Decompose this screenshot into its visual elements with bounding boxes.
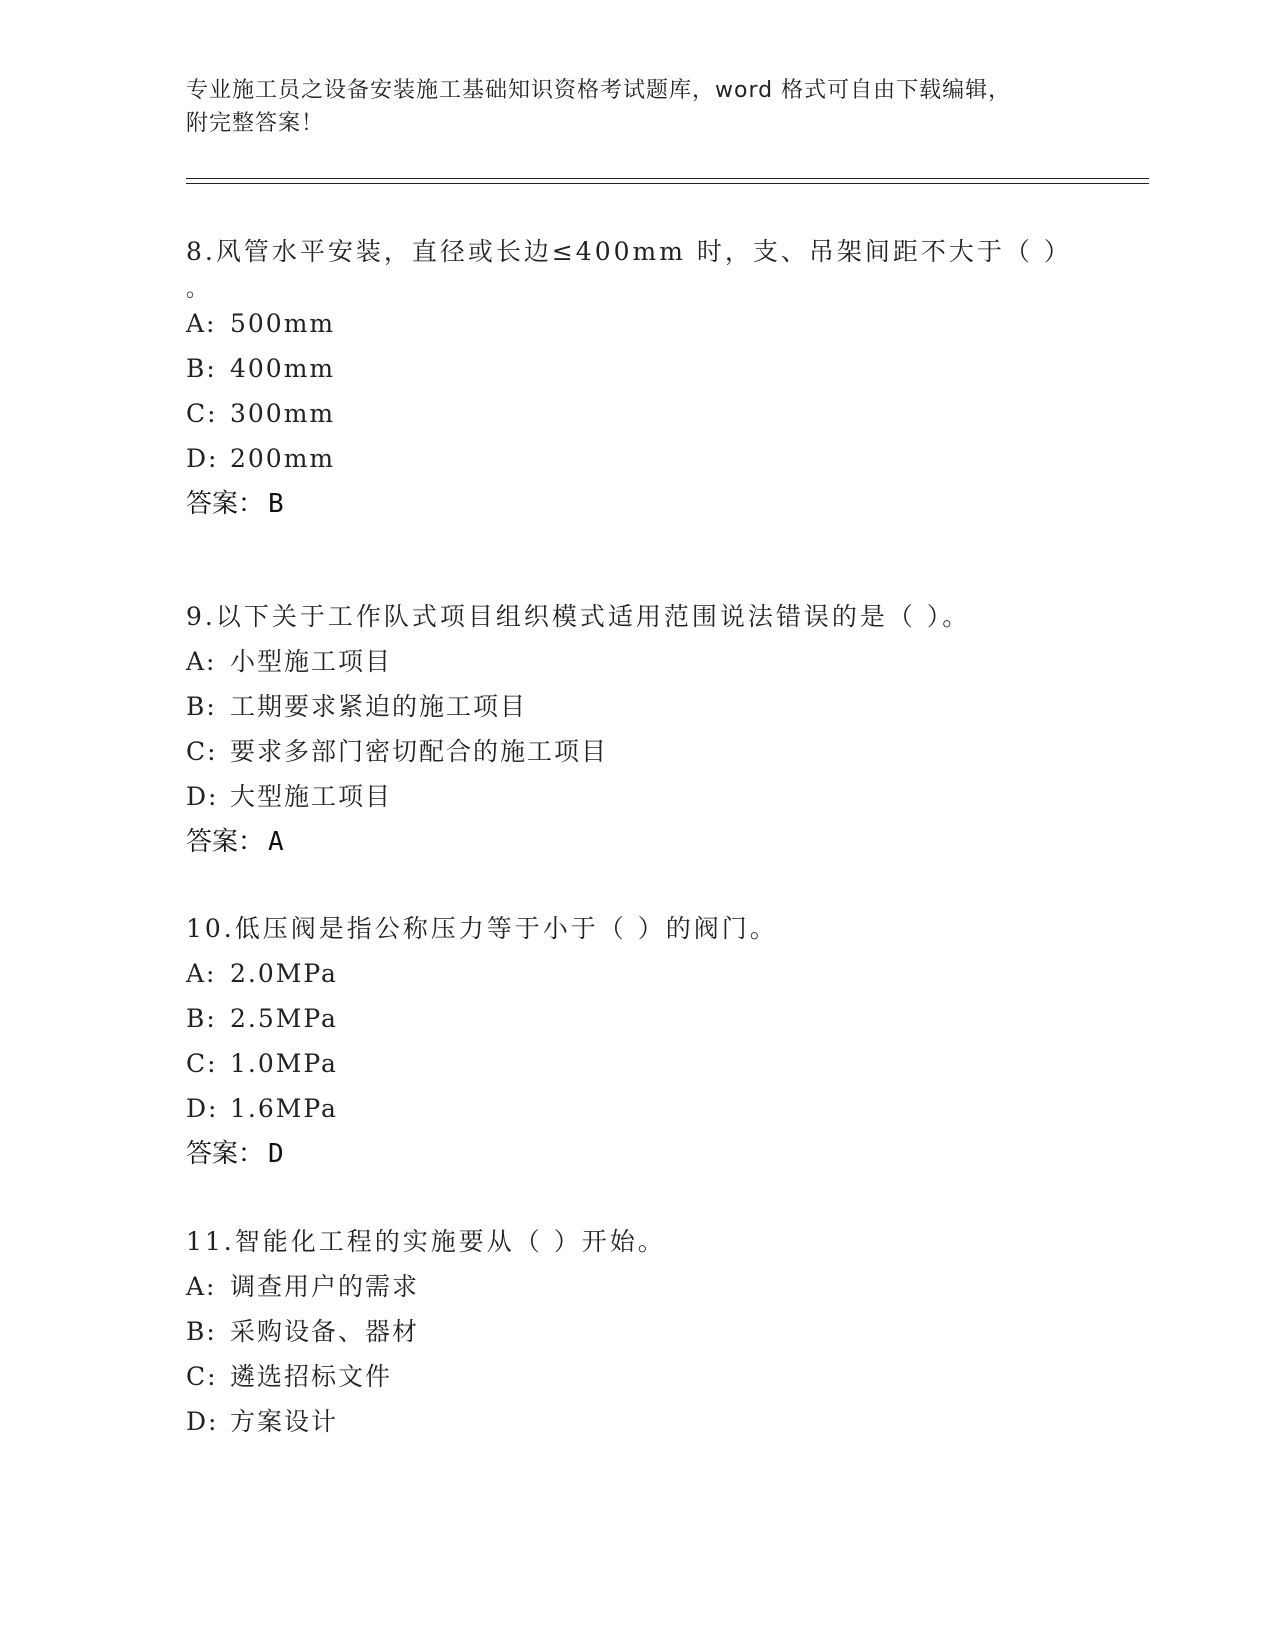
option-key: C: xyxy=(186,1362,218,1391)
option-text: 采购设备、器材 xyxy=(230,1317,420,1346)
answer-line xyxy=(186,488,1086,520)
question-10 xyxy=(186,913,1086,1170)
option-a xyxy=(186,308,1086,353)
option-c xyxy=(186,1361,1086,1406)
option-key: D: xyxy=(186,1094,219,1123)
option-key: C: xyxy=(186,399,218,428)
option-text: 方案设计 xyxy=(230,1407,339,1436)
option-d xyxy=(186,781,1086,826)
answer-label: 答案： xyxy=(186,1139,265,1169)
option-text: 1.0MPa xyxy=(230,1049,338,1078)
option-key: B: xyxy=(186,692,217,721)
answer-line xyxy=(186,826,1086,858)
option-d xyxy=(186,1406,1086,1451)
option-key: D: xyxy=(186,782,219,811)
option-c xyxy=(186,736,1086,781)
option-key: D: xyxy=(186,444,219,473)
option-key: A: xyxy=(186,309,217,338)
question-8 xyxy=(186,236,1086,520)
document-header xyxy=(186,74,1066,140)
option-text: 400mm xyxy=(230,354,336,383)
option-text: 遴选招标文件 xyxy=(230,1362,393,1391)
question-9 xyxy=(186,601,1086,858)
option-text: 1.6MPa xyxy=(230,1094,338,1123)
option-a xyxy=(186,958,1086,1003)
option-key: D: xyxy=(186,1407,219,1436)
option-b xyxy=(186,1316,1086,1361)
option-text: 大型施工项目 xyxy=(230,782,393,811)
option-text: 要求多部门密切配合的施工项目 xyxy=(230,737,609,766)
option-c xyxy=(186,398,1086,443)
option-text: 调查用户的需求 xyxy=(230,1272,420,1301)
question-title: 8.风管水平安装，直径或长边≤400mm 时，支、吊架间距不大于（ ） xyxy=(186,237,1072,266)
option-b xyxy=(186,1003,1086,1048)
header-line-2: 附完整答案！ xyxy=(186,111,325,136)
option-b xyxy=(186,691,1086,736)
option-key: B: xyxy=(186,354,217,383)
option-d xyxy=(186,443,1086,488)
option-text: 200mm xyxy=(230,444,336,473)
header-line-1: 专业施工员之设备安装施工基础知识资格考试题库，word 格式可自由下载编辑， xyxy=(186,78,1012,103)
answer-label: 答案： xyxy=(186,489,265,519)
answer-value: A xyxy=(268,827,284,857)
option-key: A: xyxy=(186,1272,217,1301)
option-text: 2.0MPa xyxy=(230,959,338,988)
answer-value: D xyxy=(268,1139,284,1169)
option-c xyxy=(186,1048,1086,1093)
question-title: 9.以下关于工作队式项目组织模式适用范围说法错误的是（ ）。 xyxy=(186,602,971,631)
option-text: 300mm xyxy=(230,399,336,428)
answer-line xyxy=(186,1138,1086,1170)
option-text: 小型施工项目 xyxy=(230,647,393,676)
option-key: C: xyxy=(186,737,218,766)
question-title: 11.智能化工程的实施要从（ ）开始。 xyxy=(186,1227,666,1256)
option-key: B: xyxy=(186,1317,217,1346)
option-key: A: xyxy=(186,647,217,676)
question-title: 10.低压阀是指公称压力等于小于（ ）的阀门。 xyxy=(186,914,778,943)
question-11 xyxy=(186,1226,1086,1451)
option-text: 工期要求紧迫的施工项目 xyxy=(230,692,528,721)
option-text: 2.5MPa xyxy=(230,1004,338,1033)
answer-label: 答案： xyxy=(186,827,265,857)
header-divider-bottom xyxy=(186,183,1149,184)
answer-value: B xyxy=(268,489,284,519)
option-key: A: xyxy=(186,959,217,988)
option-text: 500mm xyxy=(230,309,336,338)
option-d xyxy=(186,1093,1086,1138)
option-key: B: xyxy=(186,1004,217,1033)
option-b xyxy=(186,353,1086,398)
option-a xyxy=(186,1271,1086,1316)
question-title-continuation: 。 xyxy=(186,277,209,302)
option-a xyxy=(186,646,1086,691)
option-key: C: xyxy=(186,1049,218,1078)
header-divider-top xyxy=(186,178,1149,179)
